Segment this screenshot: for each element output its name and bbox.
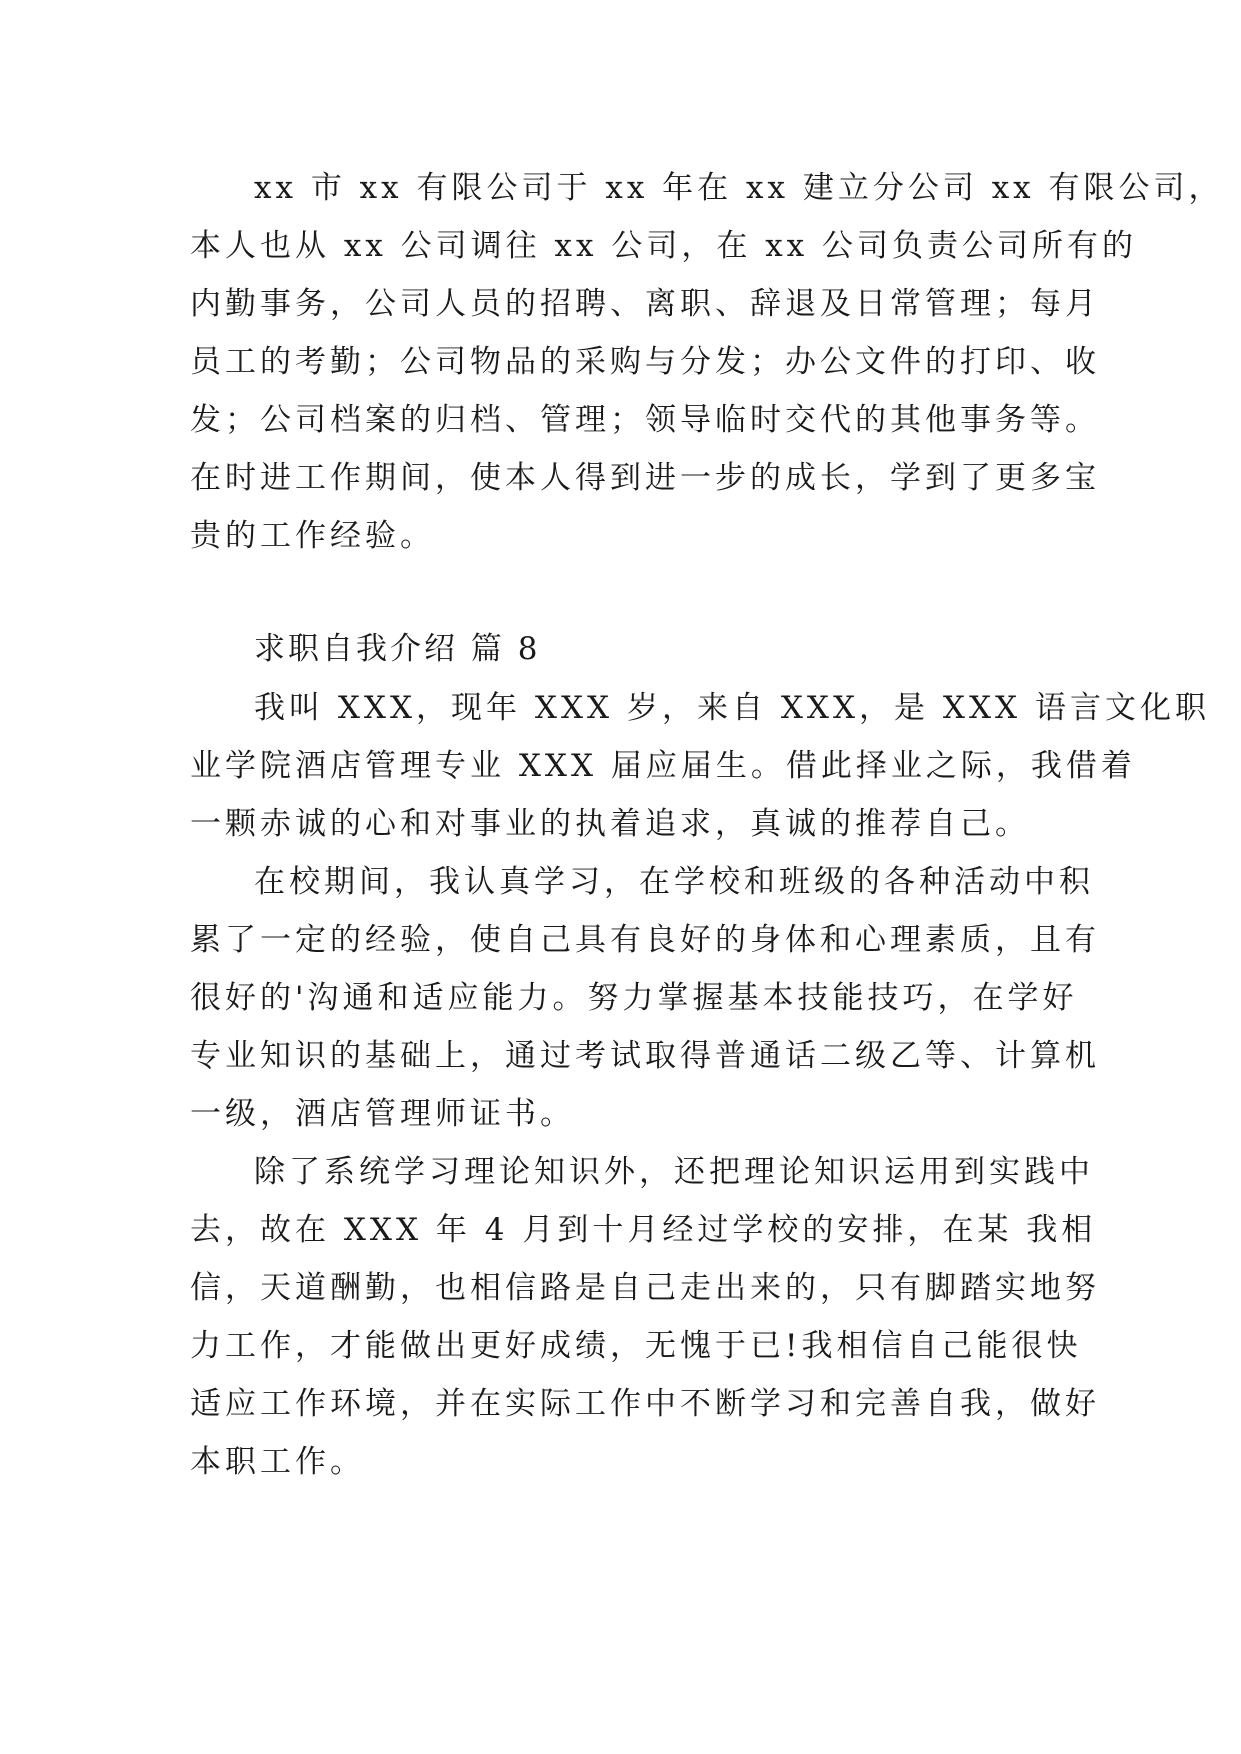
text-line: 业学院酒店管理专业 XXX 届应届生。借此择业之际，我借着 <box>190 748 1136 784</box>
text-line: 很好的'沟通和适应能力。努力掌握基本技能技巧，在学好 <box>190 980 1078 1016</box>
text-line: 一级，酒店管理师证书。 <box>190 1096 575 1132</box>
text-line: 除了系统学习理论知识外，还把理论知识运用到实践中 <box>254 1154 1094 1190</box>
text-line: 本职工作。 <box>190 1444 365 1480</box>
text-line: xx 市 xx 有限公司于 xx 年在 xx 建立分公司 xx 有限公司， <box>254 170 1224 206</box>
text-line: 贵的工作经验。 <box>190 518 435 554</box>
text-line: 在时进工作期间，使本人得到进一步的成长，学到了更多宝 <box>190 460 1100 496</box>
text-line: 内勤事务，公司人员的招聘、离职、辞退及日常管理；每月 <box>190 286 1100 322</box>
text-line: 我叫 XXX，现年 XXX 岁，来自 XXX，是 XXX 语言文化职 <box>254 690 1210 726</box>
text-line: 发；公司档案的归档、管理；领导临时交代的其他事务等。 <box>190 402 1100 438</box>
text-line: 适应工作环境，并在实际工作中不断学习和完善自我，做好 <box>190 1386 1100 1422</box>
text-line: 信，天道酬勤，也相信路是自己走出来的，只有脚踏实地努 <box>190 1270 1100 1306</box>
text-line: 累了一定的经验，使自己具有良好的身体和心理素质，且有 <box>190 922 1100 958</box>
text-line: 专业知识的基础上，通过考试取得普通话二级乙等、计算机 <box>190 1038 1100 1074</box>
text-line: 一颗赤诚的心和对事业的执着追求，真诚的推荐自己。 <box>190 806 1030 842</box>
text-line: 力工作，才能做出更好成绩，无愧于已!我相信自己能很快 <box>190 1328 1082 1364</box>
text-line: 员工的考勤；公司物品的采购与分发；办公文件的打印、收 <box>190 344 1100 380</box>
text-line: 去，故在 XXX 年 4 月到十月经过学校的安排，在某 我相 <box>190 1212 1097 1248</box>
section-heading: 求职自我介绍 篇 8 <box>254 631 541 667</box>
text-line: 本人也从 xx 公司调往 xx 公司，在 xx 公司负责公司所有的 <box>190 228 1138 264</box>
text-line: 在校期间，我认真学习，在学校和班级的各种活动中积 <box>254 864 1094 900</box>
